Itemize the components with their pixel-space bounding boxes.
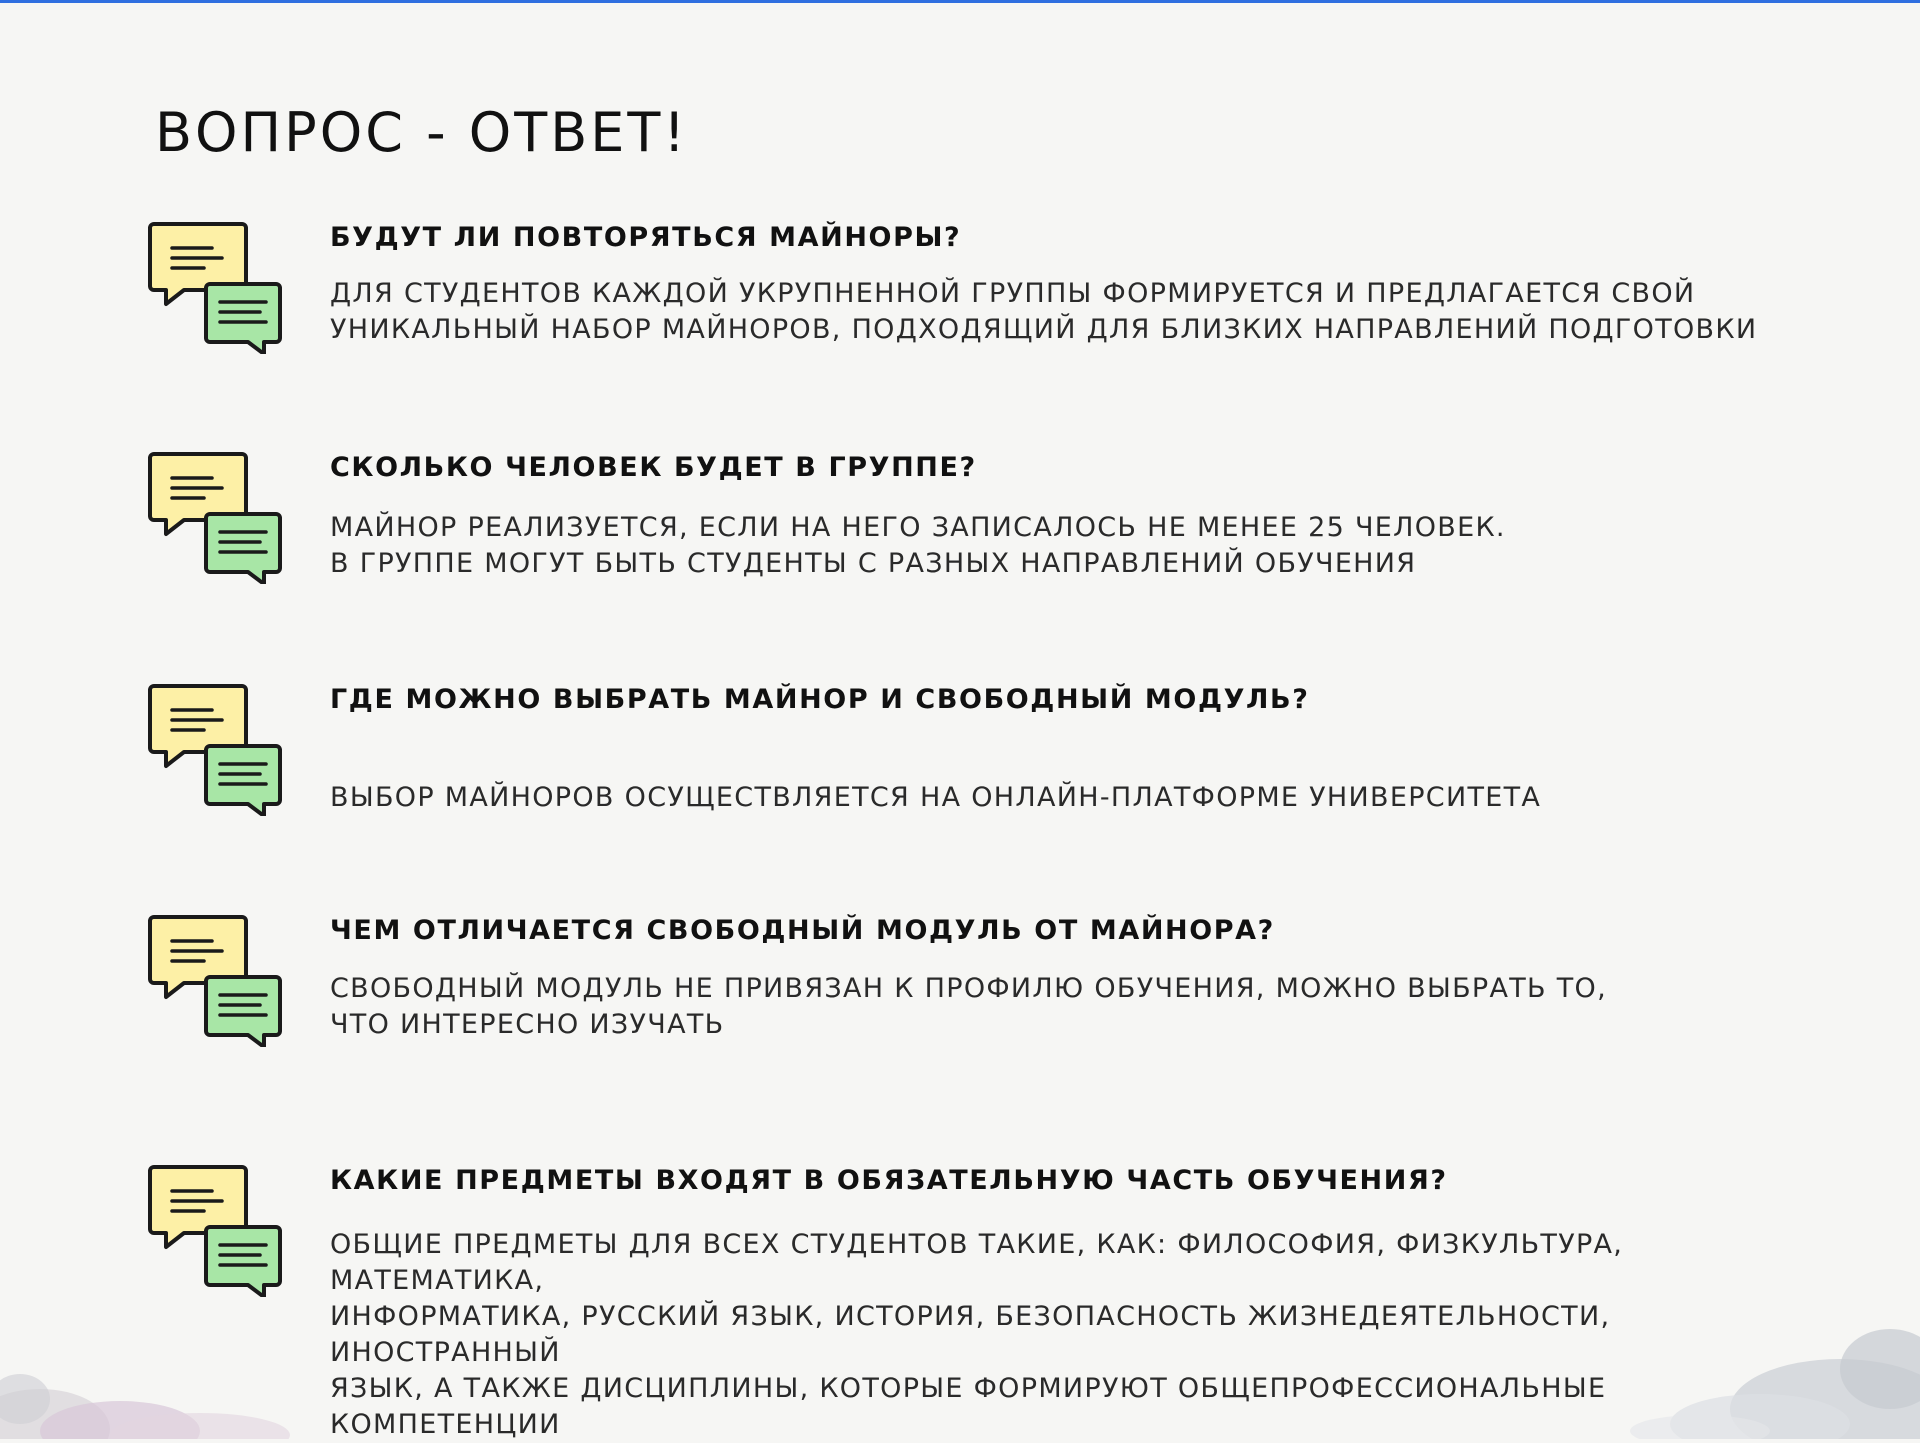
faq-text <box>330 450 1830 582</box>
faq-answer: ОБЩИЕ ПРЕДМЕТЫ ДЛЯ ВСЕХ СТУДЕНТОВ ТАКИЕ, КАК: ФИЛОСОФИЯ, ФИЗКУЛЬТУРА, МАТЕМАТИКА, ИНФОРМАТИКА, РУССКИЙ ЯЗЫК, ИСТОРИЯ, БЕЗОПАСНОСТЬ ЖИЗНЕДЕЯТЕЛЬНОСТИ, ИНОСТРАННЫЙ ЯЗЫК, А ТАКЖЕ ДИСЦИПЛИНЫ, КОТОРЫЕ ФОРМИРУЮТ ОБЩЕПРОФЕССИОНАЛЬНЫЕ КОМПЕТЕНЦИИ <box>330 1229 1624 1440</box>
faq-text <box>330 220 1830 348</box>
decorative-cloud-left <box>0 1319 300 1439</box>
chat-bubbles-icon <box>148 1163 282 1297</box>
faq-question: ЧЕМ ОТЛИЧАЕТСЯ СВОБОДНЫЙ МОДУЛЬ ОТ МАЙНОРА? <box>330 915 1275 946</box>
faq-text <box>330 1163 1830 1443</box>
chat-bubbles-icon <box>148 450 282 584</box>
top-accent-line <box>0 0 1920 3</box>
faq-text <box>330 682 1830 816</box>
faq-answer: МАЙНОР РЕАЛИЗУЕТСЯ, ЕСЛИ НА НЕГО ЗАПИСАЛОСЬ НЕ МЕНЕЕ 25 ЧЕЛОВЕК. В ГРУППЕ МОГУТ БЫТЬ СТУДЕНТЫ С РАЗНЫХ НАПРАВЛЕНИЙ ОБУЧЕНИЯ <box>330 512 1506 579</box>
faq-answer: ДЛЯ СТУДЕНТОВ КАЖДОЙ УКРУПНЕННОЙ ГРУППЫ ФОРМИРУЕТСЯ И ПРЕДЛАГАЕТСЯ СВОЙ УНИКАЛЬНЫЙ НАБОР МАЙНОРОВ, ПОДХОДЯЩИЙ ДЛЯ БЛИЗКИХ НАПРАВЛЕНИЙ ПОДГОТОВКИ <box>330 278 1758 345</box>
faq-question: КАКИЕ ПРЕДМЕТЫ ВХОДЯТ В ОБЯЗАТЕЛЬНУЮ ЧАСТЬ ОБУЧЕНИЯ? <box>330 1165 1448 1196</box>
chat-bubbles-icon <box>148 220 282 354</box>
chat-bubbles-icon <box>148 913 282 1047</box>
faq-answer: ВЫБОР МАЙНОРОВ ОСУЩЕСТВЛЯЕТСЯ НА ОНЛАЙН-ПЛАТФОРМЕ УНИВЕРСИТЕТА <box>330 782 1542 813</box>
faq-text <box>330 913 1830 1043</box>
faq-question: БУДУТ ЛИ ПОВТОРЯТЬСЯ МАЙНОРЫ? <box>330 222 962 253</box>
faq-question: ГДЕ МОЖНО ВЫБРАТЬ МАЙНОР И СВОБОДНЫЙ МОДУЛЬ? <box>330 684 1310 715</box>
chat-bubbles-icon <box>148 682 282 816</box>
faq-answer: СВОБОДНЫЙ МОДУЛЬ НЕ ПРИВЯЗАН К ПРОФИЛЮ ОБУЧЕНИЯ, МОЖНО ВЫБРАТЬ ТО, ЧТО ИНТЕРЕСНО ИЗУЧАТЬ <box>330 973 1607 1040</box>
page-title: ВОПРОС - ОТВЕТ! <box>155 101 689 164</box>
faq-question: СКОЛЬКО ЧЕЛОВЕК БУДЕТ В ГРУППЕ? <box>330 452 977 483</box>
